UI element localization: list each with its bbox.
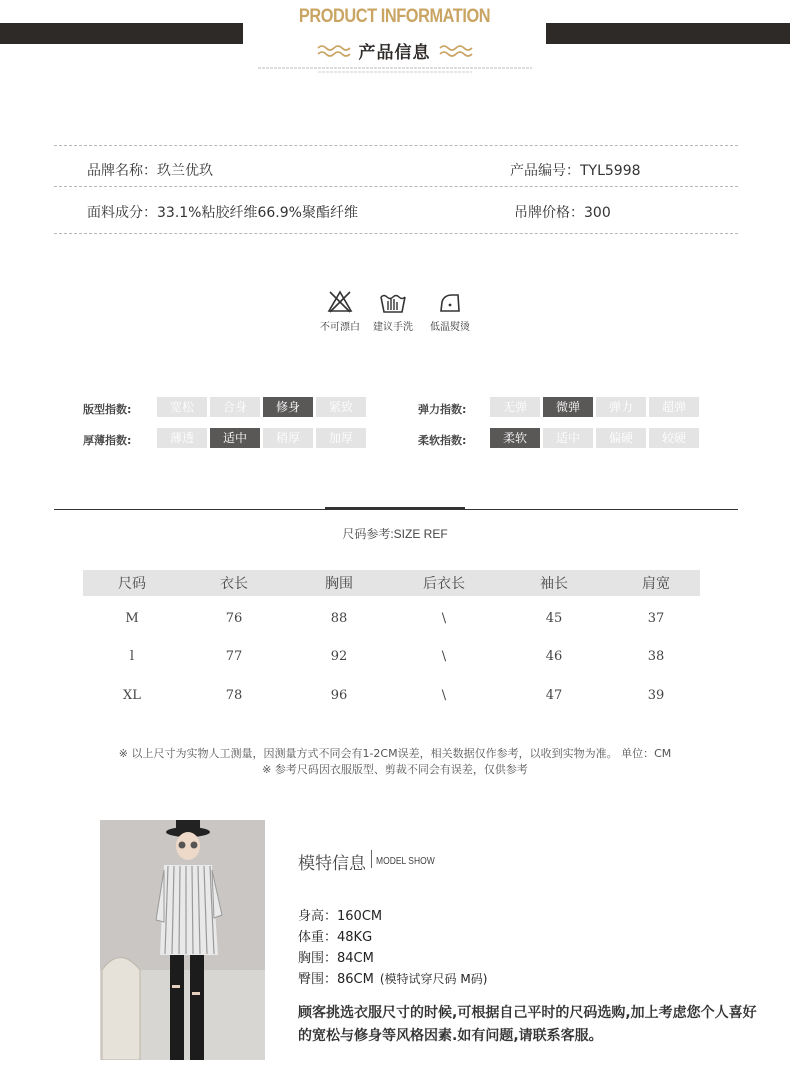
model-title-separator xyxy=(371,850,372,868)
care-item-no-bleach xyxy=(310,289,370,333)
fabric-label: 面料成分： xyxy=(87,205,157,221)
care-label: 低温熨烫 xyxy=(430,322,470,333)
elasticity-chip-selected: 微弹 xyxy=(543,397,593,417)
size-cell: 76 xyxy=(225,611,243,626)
brand-label: 品牌名称： xyxy=(87,163,157,179)
price-row xyxy=(514,202,611,222)
size-cell: l xyxy=(129,649,135,664)
hand-wash-icon xyxy=(379,289,407,315)
size-col-header: 衣长 xyxy=(220,576,248,592)
section-divider-accent xyxy=(325,507,465,510)
thickness-chip: 薄透 xyxy=(157,428,207,448)
info-divider xyxy=(54,233,738,234)
fabric-value: 33.1%粘胶纤维66.9%聚酯纤维 xyxy=(157,205,358,221)
code-label: 产品编号： xyxy=(510,163,580,179)
softness-chip: 适中 xyxy=(543,428,593,448)
price-label: 吊牌价格： xyxy=(514,205,584,221)
size-cell: 38 xyxy=(647,649,665,664)
price-value: 300 xyxy=(584,205,611,221)
size-cell: 96 xyxy=(330,688,348,703)
size-cell: XL xyxy=(123,688,141,703)
thickness-index-label: 厚薄指数: xyxy=(83,434,132,447)
wave-decor-left-icon xyxy=(317,44,351,58)
info-divider xyxy=(54,145,738,146)
info-divider xyxy=(54,186,738,187)
model-hip: 臀围：86CM xyxy=(298,972,374,987)
elasticity-chip: 弹力 xyxy=(596,397,646,417)
header-bar-left xyxy=(0,23,243,44)
elasticity-chip: 超弹 xyxy=(649,397,699,417)
size-cell: \ xyxy=(441,688,447,703)
care-label: 建议手洗 xyxy=(373,322,413,333)
size-cell: M xyxy=(125,611,139,626)
code-value: TYL5998 xyxy=(580,163,641,179)
header-cn-row xyxy=(243,38,546,63)
brand-row xyxy=(87,160,213,180)
size-cell: 92 xyxy=(330,649,348,664)
brand-value: 玖兰优玖 xyxy=(157,163,213,179)
size-note: ※ 以上尺寸为实物人工测量，因测量方式不同会有1-2CM误差，相关数据仅作参考，以收到实物为准。 单位：CM xyxy=(118,747,672,760)
low-iron-icon xyxy=(436,289,464,315)
care-item-hand-wash xyxy=(363,289,423,333)
softness-chip: 偏硬 xyxy=(596,428,646,448)
model-height: 身高：160CM xyxy=(298,909,383,924)
care-label: 不可漂白 xyxy=(320,322,360,333)
size-cell: 77 xyxy=(225,649,243,664)
header-fine-print-decor xyxy=(258,66,532,74)
softness-chip-selected: 柔软 xyxy=(490,428,540,448)
fit-chip: 合身 xyxy=(210,397,260,417)
header-bar-right xyxy=(546,23,790,44)
size-col-header: 肩宽 xyxy=(642,576,670,592)
code-row xyxy=(510,160,641,180)
fit-chip-selected: 修身 xyxy=(263,397,313,417)
model-bust: 胸围：84CM xyxy=(298,951,374,966)
size-cell: 37 xyxy=(647,611,665,626)
model-weight: 体重：48KG xyxy=(298,930,373,945)
model-info-subtitle: MODEL SHOW xyxy=(376,856,435,867)
elasticity-index-label: 弹力指数: xyxy=(418,403,467,416)
size-cell: 45 xyxy=(545,611,563,626)
size-col-header: 后衣长 xyxy=(423,576,465,592)
size-cell: 46 xyxy=(545,649,563,664)
size-cell: \ xyxy=(441,611,447,626)
size-col-header: 袖长 xyxy=(540,576,568,592)
size-cell: 47 xyxy=(545,688,563,703)
size-cell: \ xyxy=(441,649,447,664)
size-advice: 顾客挑选衣服尺寸的时候,可根据自己平时的尺码选购,加上考虑您个人喜好的宽松与修身等风格因素.如有问题,请联系客服。 xyxy=(298,1005,757,1044)
thickness-chip: 加厚 xyxy=(316,428,366,448)
size-col-header: 尺码 xyxy=(118,576,146,592)
size-cell: 39 xyxy=(647,688,665,703)
thickness-chip: 稍厚 xyxy=(263,428,313,448)
size-ref-title: 尺码参考:SIZE REF xyxy=(342,527,448,541)
wave-decor-right-icon xyxy=(439,44,473,58)
size-cell: 88 xyxy=(330,611,348,626)
model-photo-illustration xyxy=(100,820,265,1060)
header-title-cn: 产品信息 xyxy=(358,43,431,63)
fit-chip: 紧致 xyxy=(316,397,366,417)
softness-chip: 较硬 xyxy=(649,428,699,448)
size-note: ※ 参考尺码因衣服版型、剪裁不同会有误差，仅供参考 xyxy=(262,763,528,776)
model-info-title: 模特信息 xyxy=(298,854,366,874)
model-hip-row xyxy=(298,968,487,987)
size-col-header: 胸围 xyxy=(325,576,353,592)
fabric-row xyxy=(87,202,358,222)
softness-index-label: 柔软指数: xyxy=(418,434,467,447)
fit-index-label: 版型指数: xyxy=(83,403,132,416)
care-item-low-iron xyxy=(420,289,480,333)
thickness-chip-selected: 适中 xyxy=(210,428,260,448)
fit-chip: 宽松 xyxy=(157,397,207,417)
size-cell: 78 xyxy=(225,688,243,703)
model-photo xyxy=(100,820,265,1060)
model-size-note: (模特试穿尺码 M码) xyxy=(379,972,488,986)
elasticity-chip: 无弹 xyxy=(490,397,540,417)
no-bleach-icon xyxy=(326,289,354,315)
header-title-en: PRODUCT INFORMATION xyxy=(298,6,491,27)
